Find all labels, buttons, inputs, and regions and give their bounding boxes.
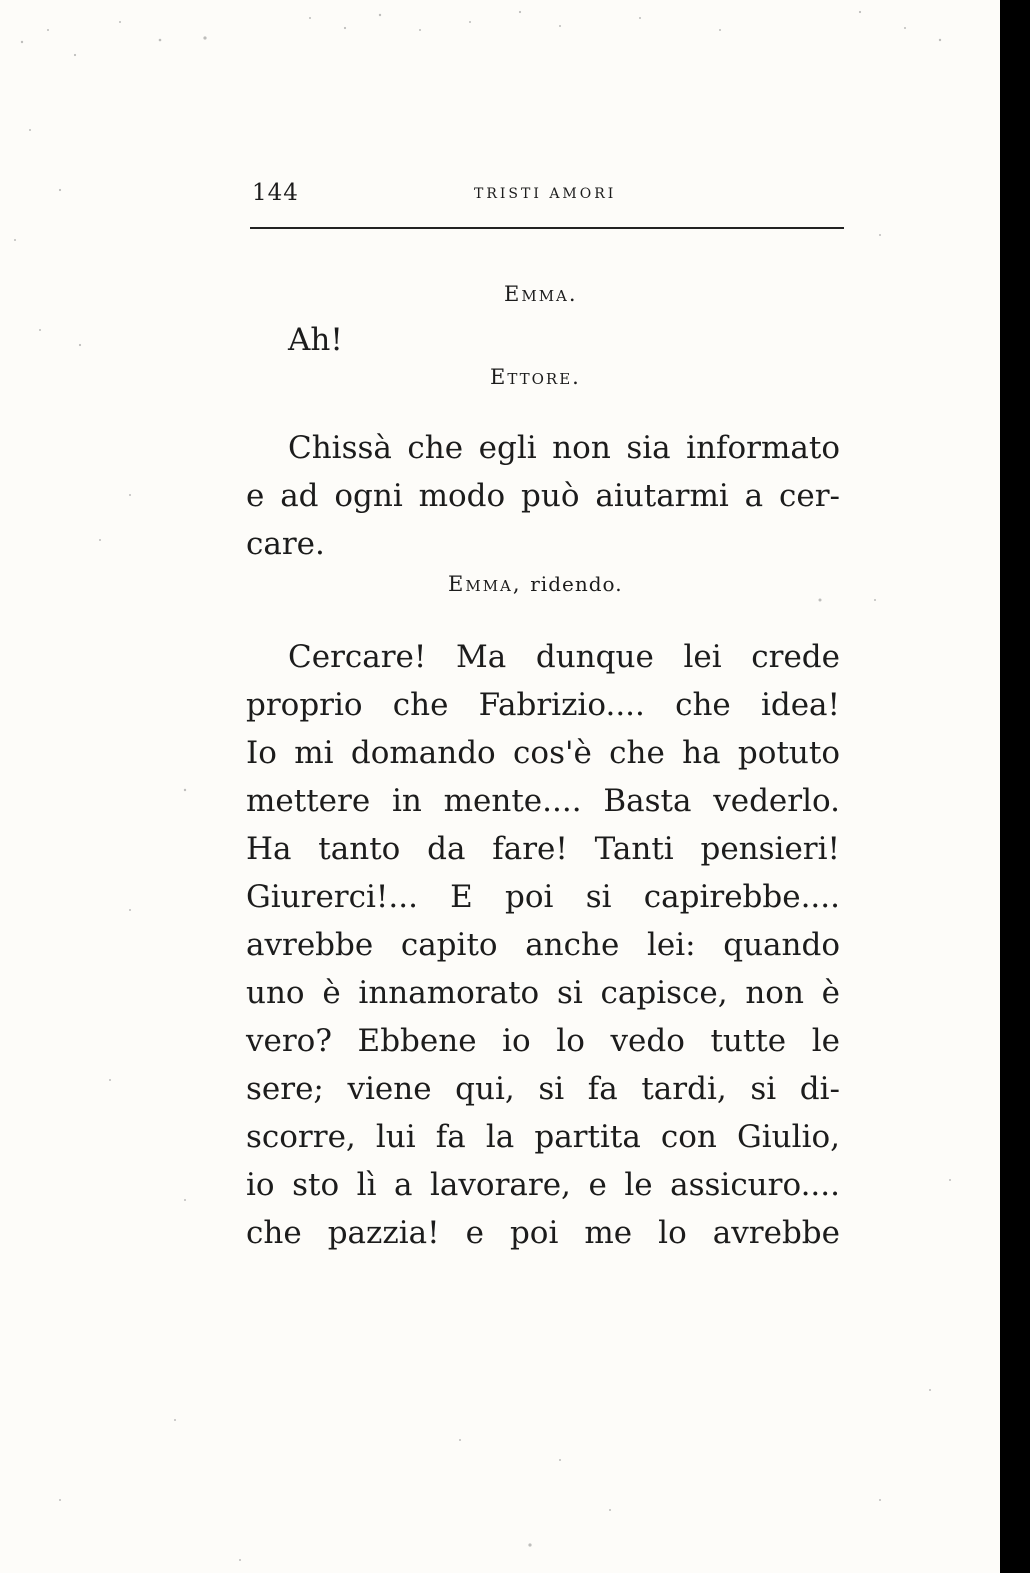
speech-line: e ad ogni modo può aiutarmi a cer-	[246, 478, 840, 514]
speech-line: Ha tanto da fare! Tanti pensieri!	[246, 831, 840, 867]
speech-block	[246, 424, 840, 568]
running-header	[250, 180, 844, 210]
running-title: TRISTI AMORI	[474, 186, 617, 202]
speaker-name: Ettore.	[490, 365, 581, 389]
speech-line: Cercare! Ma dunque lei crede	[288, 639, 840, 675]
speech-line: Io mi domando cos'è che ha potuto	[246, 735, 840, 771]
speech-line: uno è innamorato si capisce, non è	[246, 975, 840, 1011]
speech-line: vero? Ebbene io lo vedo tutte le	[246, 1023, 840, 1059]
speech-block	[288, 316, 488, 364]
page-number: 144	[252, 180, 299, 206]
speaker-heading	[448, 572, 623, 596]
speech-line: che pazzia! e poi me lo avrebbe	[246, 1215, 840, 1251]
stage-direction: ridendo.	[530, 572, 623, 596]
speech-line: Chissà che egli non sia informato	[288, 430, 840, 466]
speaker-name: Emma,	[448, 572, 522, 596]
speech-line: mettere in mente.... Basta vederlo.	[246, 783, 840, 819]
speech-line: Ah!	[288, 322, 343, 358]
speech-line: Giurerci!... E poi si capirebbe....	[246, 879, 840, 915]
speaker-heading	[504, 282, 578, 306]
header-rule	[250, 227, 844, 229]
page-binding-shadow	[1000, 0, 1030, 1573]
speech-line: proprio che Fabrizio.... che idea!	[246, 687, 840, 723]
speaker-heading	[490, 365, 581, 389]
speech-block	[246, 633, 840, 1257]
speaker-name: Emma.	[504, 282, 578, 306]
speech-line: care.	[246, 526, 325, 562]
speech-line: io sto lì a lavorare, e le assicuro....	[246, 1167, 840, 1203]
speech-line: scorre, lui fa la partita con Giulio,	[246, 1119, 840, 1155]
speech-line: avrebbe capito anche lei: quando	[246, 927, 840, 963]
speech-line: sere; viene qui, si fa tardi, si di-	[246, 1071, 840, 1107]
